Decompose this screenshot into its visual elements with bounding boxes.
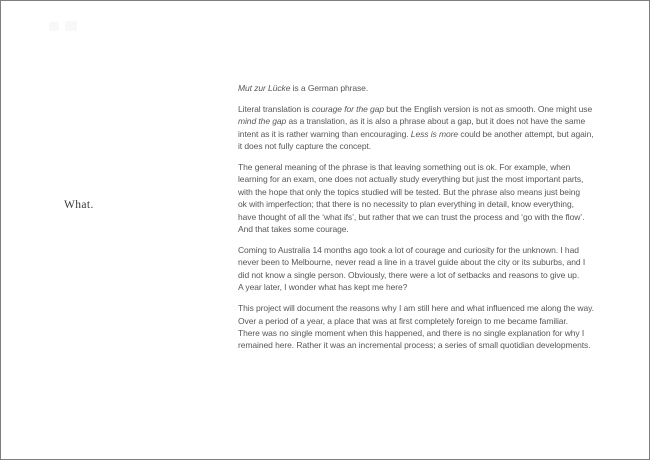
text-line: And that takes some courage.: [238, 224, 349, 235]
text-line: intent as it is rather warning than encouraging. Less is more could be another attempt, but again,: [238, 128, 594, 139]
text-line: remained here. Rather it was an incremental process; a series of small quotidian developments.: [238, 340, 591, 351]
text-line: Mut zur Lücke is a German phrase.: [238, 83, 369, 93]
text-line: This project will document the reasons why I am still here and what influenced me along the way.: [238, 303, 594, 314]
text-line: never been to Melbourne, never read a line in a travel guide about the city or its suburbs, and I: [238, 257, 586, 268]
text-line: it does not fully capture the concept.: [238, 141, 372, 152]
text-line: There was no single moment when this happened, and there is no single explanation for why I: [238, 327, 585, 338]
paragraph: [238, 244, 623, 294]
text-line: A year later, I wonder what has kept me here?: [238, 282, 408, 293]
paragraph: [238, 302, 623, 352]
logo-mark-icon: [49, 22, 59, 31]
text-line: The general meaning of the phrase is that leaving something out is ok. For example, when: [238, 162, 571, 173]
paragraph: [238, 82, 623, 94]
site-logo[interactable]: [49, 21, 77, 31]
logo-mark-icon: [65, 21, 77, 31]
text-line: Literal translation is courage for the gap but the English version is not as smooth. One might use: [238, 103, 593, 114]
text-line: with the hope that only the topics studied will be tested. But the phrase also means just being: [238, 186, 581, 197]
page-title: What.: [64, 199, 94, 211]
paragraph: [238, 161, 623, 235]
text-line: Over a period of a year, a place that was at first completely foreign to me became familiar.: [238, 315, 568, 326]
paragraph: [238, 103, 623, 153]
text-line: did not know a single person. Obviously, there were a lot of setbacks and reasons to give up.: [238, 269, 580, 280]
text-line: learning for an exam, one does not actually study everything but just the most important parts,: [238, 174, 584, 185]
article-body: [238, 82, 623, 360]
text-line: mind the gap as a translation, as it is also a phrase about a gap, but it does not have the same: [238, 116, 586, 127]
text-line: have thought of all the ‘what ifs’, but rather that we can trust the process and ‘go with the flow’.: [238, 211, 585, 222]
text-line: Coming to Australia 14 months ago took a lot of courage and curiosity for the unknown. I had: [238, 244, 579, 255]
text-line: ok with imperfection; that there is no necessity to plan everything in detail, know everything,: [238, 199, 574, 210]
